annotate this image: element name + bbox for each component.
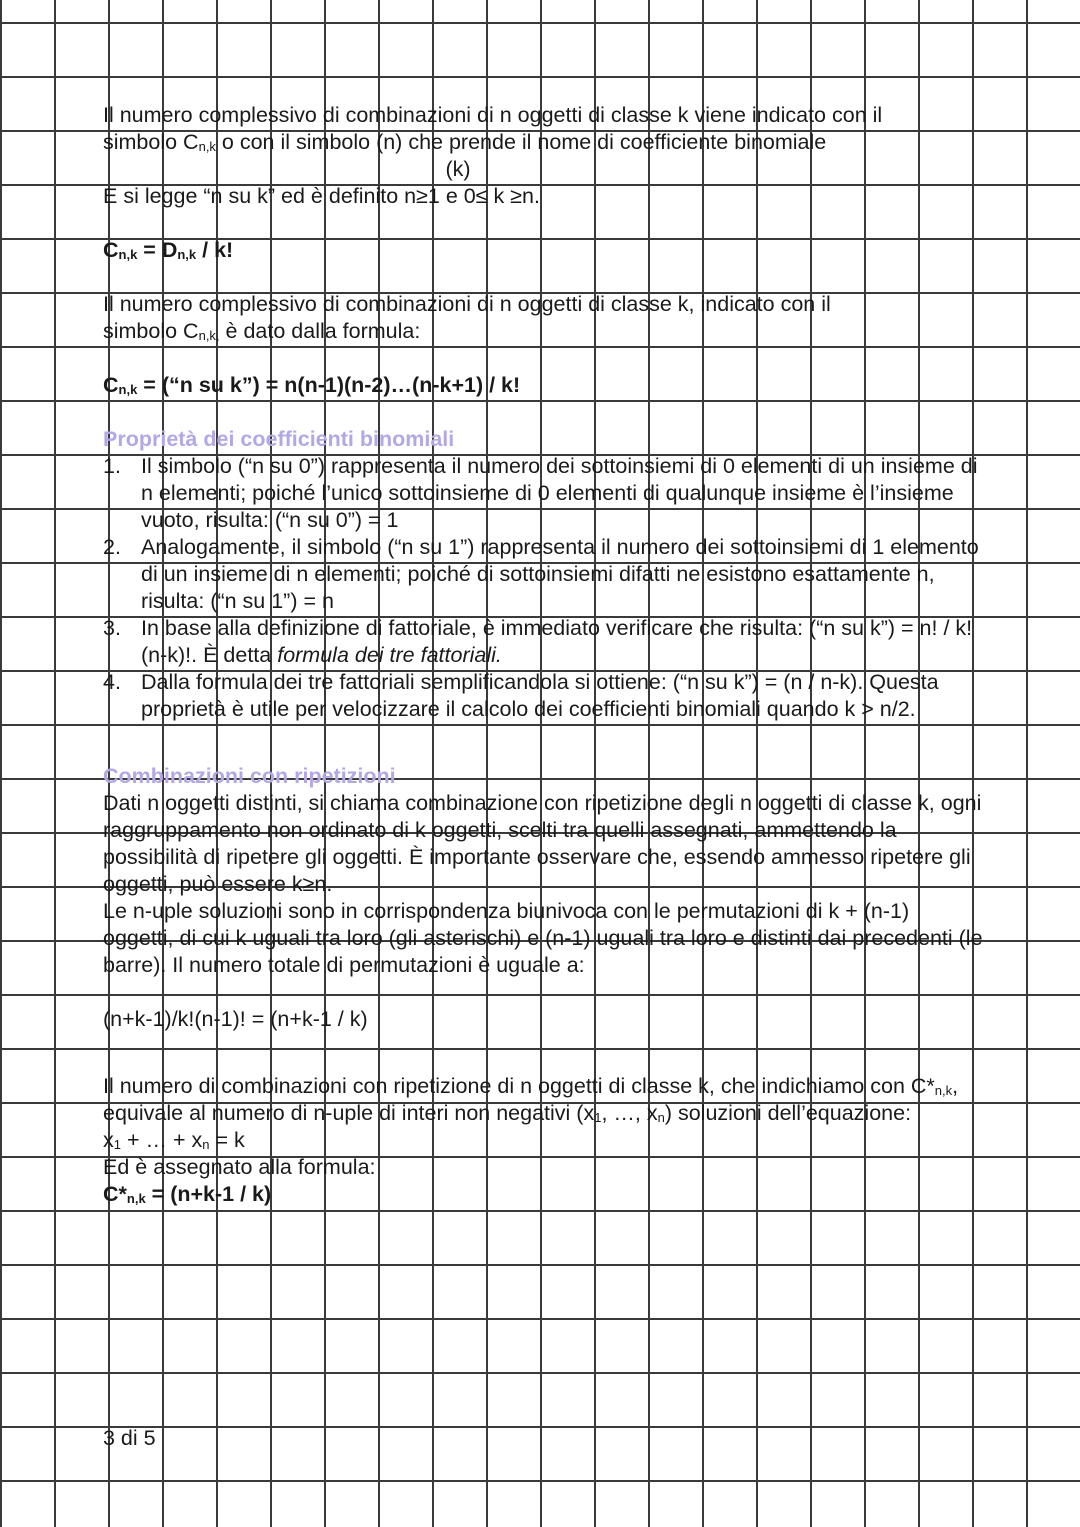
properties-list bbox=[103, 453, 983, 723]
para2-line-1: Il numero complessivo di combinazioni di n oggetti di classe k, indicato con il bbox=[103, 292, 831, 316]
section-heading-properties: Proprietà dei coefficienti binomiali bbox=[103, 427, 455, 451]
equation: $x_1$ + … + $x_n = k$ bbox=[103, 1128, 245, 1152]
list-item: 4. Dalla formula dei tre fattoriali semplificandola si ottiene: (“n su k”) = (n / n-k). Questa proprietà è utile per velocizzare il calcolo dei coefficienti binomiali quando k > n/2. bbox=[103, 670, 939, 721]
list-item: 1. Il simbolo (“n su 0”) rappresenta il numero dei sottoinsiemi di 0 elementi di un insieme di n elementi; poiché l’unico sottoinsieme di 0 elementi di qualunque insieme è l’insieme vuoto, risulta: (“n su 0”) = 1 bbox=[103, 454, 978, 532]
list-item: 2. Analogamente, il simbolo (“n su 1”) rappresenta il numero dei sottoinsiemi di 1 elemento di un insieme di n elementi; poiché di sottoinsiemi difatti ne esistono esattamente n, risulta: (“n su 1”) = n bbox=[103, 535, 979, 613]
reading-line: E si legge “n su k” ed è definito n≥1 e 0≤ k ≥n. bbox=[103, 184, 540, 208]
assigned-line: Ed è assegnato alla formula: bbox=[103, 1155, 376, 1179]
final-formula: $C*_{n,k} = (n+k-1 / k)$ bbox=[103, 1182, 272, 1206]
repetitions-para-1: Dati n oggetti distinti, si chiama combinazione con ripetizione degli n oggetti di classe k, ogni raggruppamento non ordinato di k oggetti, scelti tra quelli assegnati, ammettendo la possibilità di ripetere gli oggetti. È importante osservare che, essendo ammesso ripetere gli oggetti, può essere k≥n. bbox=[103, 791, 982, 896]
list-item: 3. In base alla definizione di fattoriale, è immediato verificare che risulta: (“n su k”) = n! / k!(n-k)!. È detta formula dei tre fattoriali. bbox=[103, 616, 973, 667]
binomial-k: (k) bbox=[445, 157, 471, 181]
formula-n-su-k: $C_{n,k}$ = (“n su k”) = n(n-1)(n-2)…(n-k+1) / k! bbox=[103, 373, 521, 397]
para2-line-2: simbolo $C_{n,k,}$ è dato dalla formula: bbox=[103, 319, 421, 343]
document-body bbox=[103, 102, 983, 1208]
permutations-formula: (n+k-1)/k!(n-1)! = (n+k-1 / k) bbox=[103, 1007, 368, 1031]
intro-line-1: Il numero complessivo di combinazioni di n oggetti di classe k viene indicato con il bbox=[103, 103, 883, 127]
repetitions-para-3: Il numero di combinazioni con ripetizione di n oggetti di classe k, che indichiamo con $C*_{n,k}$, equivale al numero di n-uple di interi non negativi ($x_1$, …, $x_n$) soluzioni dell’equazione: bbox=[103, 1074, 959, 1125]
repetitions-para-2: Le n-uple soluzioni sono in corrispondenza biunivoca con le permutazioni di k + (n-1) oggetti, di cui k uguali tra loro (gli asterischi) e (n-1) uguali tra loro e distinti dai precedenti (le barre). Il numero totale di permutazioni è uguale a: bbox=[103, 899, 983, 977]
formula-c-d: $C_{n,k} = D_{n,k} / k$! bbox=[103, 238, 234, 262]
intro-line-2: simbolo $C_{n,k}$ o con il simbolo (n) che prende il nome di coefficiente binomiale bbox=[103, 130, 827, 154]
page-number: 3 di 5 bbox=[103, 1426, 156, 1450]
section-heading-repetitions: Combinazioni con ripetizioni bbox=[103, 764, 396, 788]
